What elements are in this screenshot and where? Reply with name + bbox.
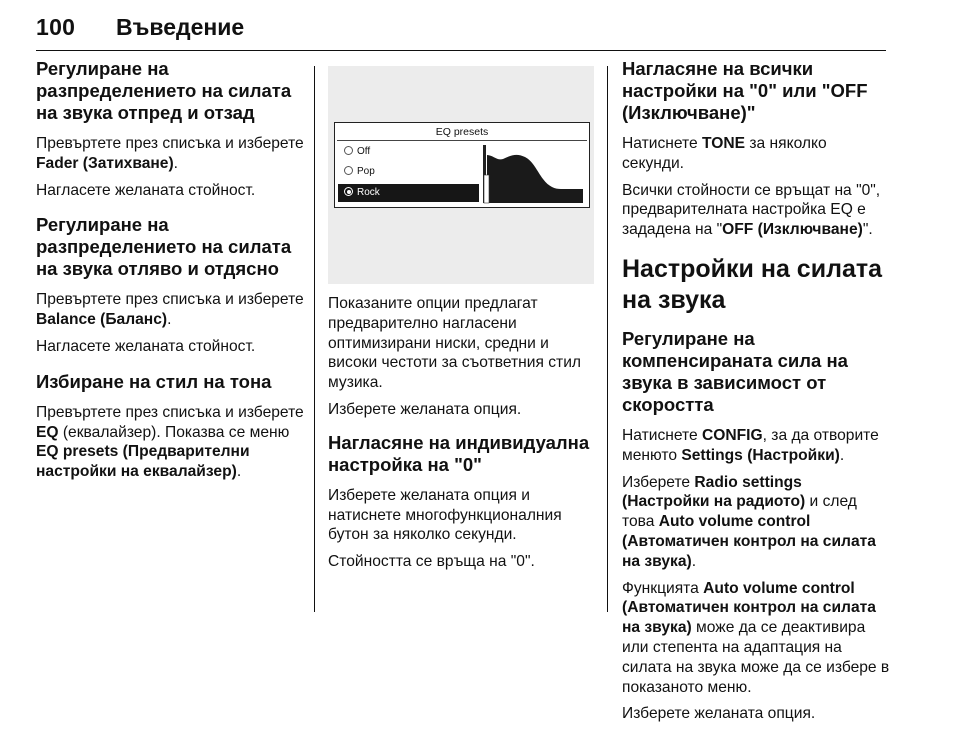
paragraph: Натиснете CONFIG, за да отворите менюто Settings (Настройки). (622, 426, 879, 464)
paragraph: Превъртете през списъка и изберете EQ (еквалайзер). Показва се меню EQ presets (Предварителни настройки на еквалайзер). (36, 403, 304, 481)
paragraph: Превъртете през списъка и изберете Balance (Баланс). (36, 291, 304, 329)
paragraph: Показаните опции предлагат предварително нагласени оптимизирани ниски, средни и високи честоти за съответния стил музика. (328, 295, 582, 392)
divider (337, 140, 587, 141)
paragraph: Изберете желаната опция. (622, 705, 816, 723)
eq-presets-screenshot (328, 66, 594, 284)
column-3 (622, 58, 890, 731)
column-divider (314, 66, 315, 612)
radio-selected-icon (344, 187, 353, 196)
paragraph: Стойността се връща на "0". (328, 553, 535, 571)
column-divider (607, 66, 608, 612)
eq-curve-graphic (483, 145, 587, 205)
radio-icon (344, 146, 353, 155)
eq-option-off[interactable]: Off (338, 143, 479, 161)
eq-option-rock[interactable]: Rock (338, 184, 479, 202)
section-heading: Нагласяне на всички настройки на "0" или "OFF (Изключване)" (622, 58, 868, 123)
paragraph: Всички стойности се връщат на "0", предварителната настройка EQ е зададена на "OFF (Изключване)". (622, 181, 881, 239)
section-heading: Регулиране на разпределението на силата на звука отпред и отзад (36, 58, 292, 123)
page-number: 100 (36, 14, 76, 40)
section-heading: Регулиране на разпределението на силата на звука отляво и отдясно (36, 214, 292, 280)
paragraph: Нагласете желаната стойност. (36, 181, 256, 199)
eq-presets-menu (334, 122, 590, 208)
paragraph: Превъртете през списъка и изберете Fader (Затихване). (36, 135, 304, 172)
section-heading: Избиране на стил на тона (36, 370, 272, 392)
page-title: Въведение (116, 14, 245, 40)
column-1 (36, 58, 304, 489)
paragraph: Изберете Radio settings (Настройки на радиото) и след това Auto volume control (Автоматичен контрол на силата на звука). (622, 473, 876, 570)
paragraph: Нагласете желаната стойност. (36, 337, 256, 355)
paragraph: Натиснете TONE за няколко секунди. (622, 135, 827, 172)
paragraph: Изберете желаната опция. (328, 400, 522, 418)
section-heading: Нагласяне на индивидуална настройка на "0" (328, 431, 590, 475)
paragraph: Изберете желаната опция и натиснете многофункционалния бутон за няколко секунди. (328, 486, 562, 544)
eq-presets-title: EQ presets (435, 126, 489, 138)
chapter-heading: Настройки на силата на звука (622, 254, 882, 314)
eq-option-pop[interactable]: Pop (338, 163, 479, 181)
radio-icon (344, 166, 353, 175)
page-header (36, 14, 886, 51)
section-heading: Регулиране на компенсираната сила на звука в зависимост от скоростта (622, 327, 848, 415)
paragraph: Функцията Auto volume control (Автоматичен контрол на силата на звука) може да се деактивира или степента на адаптация на силата на звука може да се избере в показаното меню. (622, 579, 890, 696)
column-2 (328, 66, 594, 579)
